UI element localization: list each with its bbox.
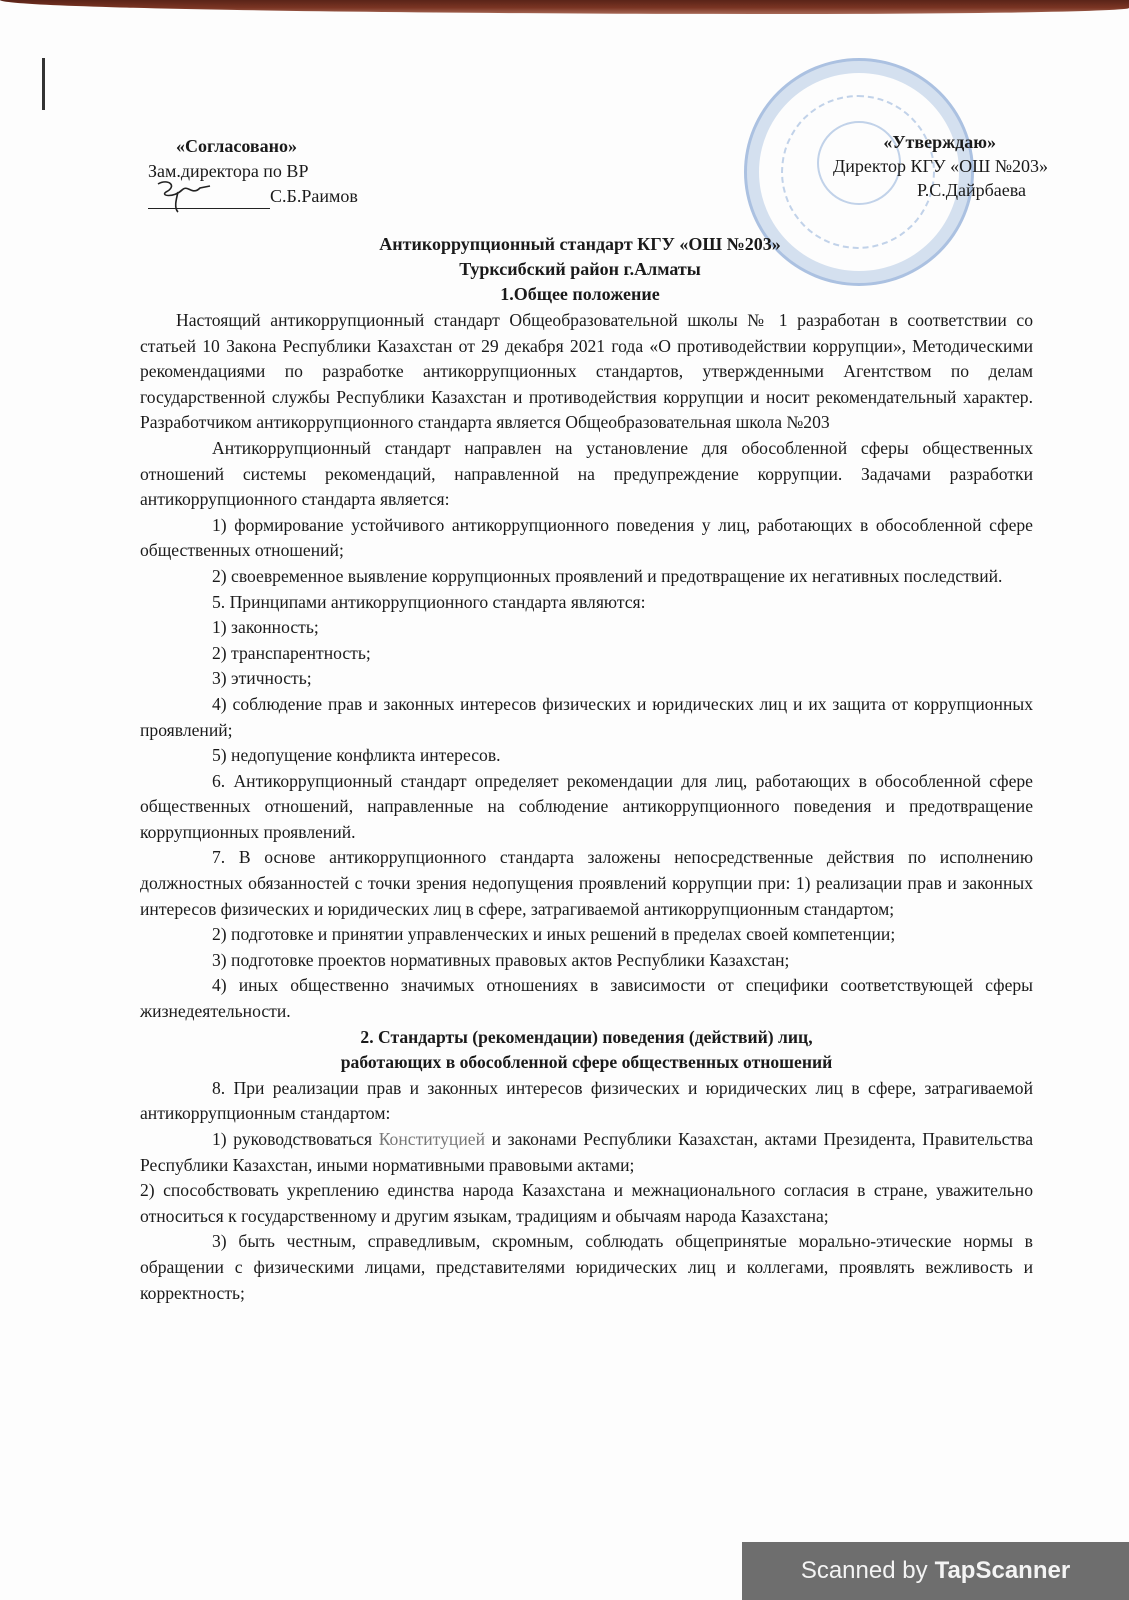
- list-item-prefix: 1) руководствоваться: [212, 1129, 379, 1149]
- list-item: 5) недопущение конфликта интересов.: [212, 745, 501, 766]
- watermark-brand: TapScanner: [934, 1557, 1071, 1584]
- list-item: 4) соблюдение прав и законных интересов физических и юридических лиц и их защита от коррупционных проявлений;: [140, 693, 1033, 740]
- list-item: 3) этичность;: [212, 668, 312, 689]
- document-title: [130, 232, 1030, 307]
- section-1-heading: 1.Общее положение: [500, 284, 660, 304]
- paragraph: Антикоррупционный стандарт направлен на установление для обособленной сферы общественных отношений системы рекомендаций, направленной на предупреждение коррупции. Задачами разработки антикоррупционного стандарта является:: [140, 437, 1033, 510]
- paragraph: 5. Принципами антикоррупционного стандарта являются:: [212, 591, 646, 612]
- list-item: 2) подготовке и принятии управленческих и иных решений в пределах своей компетенции;: [212, 924, 896, 945]
- scanner-watermark: [742, 1542, 1129, 1600]
- title-line-1: Антикоррупционный стандарт КГУ «ОШ №203»: [379, 234, 781, 254]
- paragraph: 7. В основе антикоррупционного стандарта заложены непосредственные действия по исполнению должностных обязанностей с точки зрения недопущения проявлений коррупции при: 1) реализации прав и законных интересов физических и юридических лиц в сфере, затрагиваемой антикоррупционным стандартом;: [140, 847, 1033, 919]
- list-item: 1) законность;: [212, 617, 319, 638]
- signature-line-left: [148, 192, 270, 209]
- section-2-heading-line-2: работающих в обособленной сфере общественных отношений: [340, 1052, 833, 1073]
- paragraph: 6. Антикоррупционный стандарт определяет рекомендации для лиц, работающих в обособленной сфере общественных отношений, направленные на соблюдение антикоррупционного поведения и предотвращение коррупционных проявлений.: [140, 770, 1033, 842]
- approved-left-name: С.Б.Раимов: [270, 186, 358, 206]
- approval-block-left: [148, 134, 358, 209]
- list-item: 3) подготовке проектов нормативных правовых актов Республики Казахстан;: [212, 949, 790, 970]
- list-item: 1) формирование устойчивого антикоррупционного поведения у лиц, работающих в обособленной сфере общественных отношений;: [140, 514, 1033, 561]
- document-body: [140, 308, 1033, 1306]
- scan-top-edge: [0, 0, 1129, 14]
- list-item: 4) иных общественно значимых отношениях в зависимости от специфики соответствующей сферы жизнедеятельности.: [140, 975, 1033, 1022]
- handwritten-signature-left: [148, 178, 218, 214]
- paragraph: 8. При реализации прав и законных интересов физических и юридических лиц в сфере, затрагиваемой антикоррупционным стандартом:: [140, 1077, 1033, 1124]
- approved-right-title: «Утверждаю»: [883, 132, 996, 152]
- title-line-2: Турксибский район г.Алматы: [459, 259, 701, 279]
- list-item-rest: и законами Республики Казахстан, актами Президента, Правительства Республики Казахстан, иными нормативными правовыми актами;: [140, 1129, 1034, 1175]
- approved-left-title: «Согласовано»: [176, 136, 297, 156]
- list-item: 3) быть честным, справедливым, скромным, соблюдать общепринятые морально-этические нормы в обращении с физическими лицами, представителями юридических лиц и коллегами, проявлять вежливость и корректность;: [140, 1231, 1033, 1303]
- approved-right-position: Директор КГУ «ОШ №203»: [832, 156, 1048, 176]
- approval-block-right: [778, 130, 1048, 202]
- list-item: 2) способствовать укреплению единства народа Казахстана и межнационального согласия в стране, уважительно относиться к государственному и другим языкам, традициям и обычаям народа Казахстана;: [140, 1180, 1033, 1226]
- approved-left-position: Зам.директора по ВР: [148, 161, 309, 181]
- list-item: [140, 1127, 1033, 1178]
- constitution-link-text: Конституцией: [378, 1129, 485, 1149]
- paragraph: Настоящий антикоррупционный стандарт Общеобразовательной школы № 1 разработан в соответствии со статьей 10 Закона Республики Казахстан от 29 декабря 2021 года «О противодействии коррупции», Методическими рекомендациями по разработке антикоррупционных стандартов, утвержденными Агентством по делам государственной службы Республики Казахстан и противодействия коррупции и носит рекомендательный характер. Разработчиком антикоррупционного стандарта является Общеобразовательная школа №203: [140, 310, 1033, 433]
- list-item: 2) транспарентность;: [212, 642, 371, 663]
- section-2-heading-line-1: 2. Стандарты (рекомендации) поведения (действий) лиц,: [360, 1026, 813, 1047]
- binder-mark: [42, 58, 45, 110]
- list-item: 2) своевременное выявление коррупционных проявлений и предотвращение их негативных последствий.: [212, 565, 1003, 586]
- watermark-prefix: Scanned by: [800, 1557, 928, 1584]
- approved-right-name: Р.С.Дайрбаева: [916, 180, 1026, 200]
